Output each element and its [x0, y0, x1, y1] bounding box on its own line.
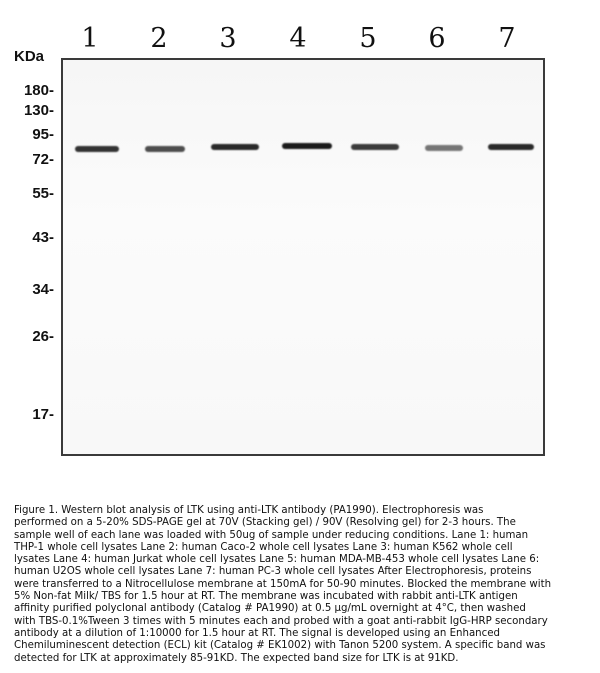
marker-180: 180- [23, 82, 54, 99]
band-lane-3 [211, 144, 259, 150]
marker-55: 55- [32, 185, 54, 202]
marker-26: 26- [32, 328, 54, 345]
marker-43: 43- [32, 229, 54, 246]
band-lane-6 [425, 145, 463, 151]
lane-number-1: 1 [81, 23, 99, 54]
blot-membrane [61, 58, 545, 456]
lane-number-3: 3 [219, 23, 237, 54]
band-lane-1 [75, 146, 119, 152]
marker-72: 72- [32, 151, 54, 168]
band-lane-2 [145, 146, 185, 152]
band-lane-4 [282, 143, 332, 149]
lane-number-7: 7 [498, 23, 516, 54]
lane-number-2: 2 [150, 23, 168, 54]
band-lane-5 [351, 144, 399, 150]
lane-number-6: 6 [428, 23, 446, 54]
unit-label: KDa [14, 48, 45, 65]
marker-17: 17- [32, 406, 54, 423]
marker-95: 95- [32, 126, 54, 143]
marker-34: 34- [32, 281, 54, 298]
lane-number-4: 4 [289, 23, 307, 54]
figure-caption: Figure 1. Western blot analysis of LTK using anti-LTK antibody (PA1990). Electrophoresis was performed on a 5-20% SDS-PAGE gel at 70V (Stacking gel) / 90V (Resolving gel) for 2-3 hours. The sample well of each lane was loaded with 50ug of sample under reducing conditions. Lane 1: human THP-1 whole cell lysates Lane 2: human Caco-2 whole cell lysates Lane 3: human K562 whole cell lysates Lane 4: human Jurkat whole cell lysates Lane 5: human MDA-MB-453 whole cell lysates Lane 6: human U2OS whole cell lysates Lane 7: human PC-3 whole cell lysates After Electrophoresis, proteins were transferred to a Nitrocellulose membrane at 150mA for 50-90 minutes. Blocked the membrane with 5% Non-fat Milk/ TBS for 1.5 hour at RT. The membrane was incubated with rabbit anti-LTK antigen affinity purified polyclonal antibody (Catalog # PA1990) at 0.5 μg/mL overnight at 4°C, then washed with TBS-0.1%Tween 3 times with 5 minutes each and probed with a goat anti-rabbit IgG-HRP secondary antibody at a dilution of 1:10000 for 1.5 hour at RT. The signal is developed using an Enhanced Chemiluminescent detection (ECL) kit (Catalog # EK1002) with Tanon 5200 system. A specific band was detected for LTK at approximately 85-91KD. The expected band size for LTK is at 91KD. [14, 505, 552, 664]
band-lane-7 [488, 144, 534, 150]
marker-130: 130- [23, 102, 54, 119]
lane-number-5: 5 [359, 23, 377, 54]
